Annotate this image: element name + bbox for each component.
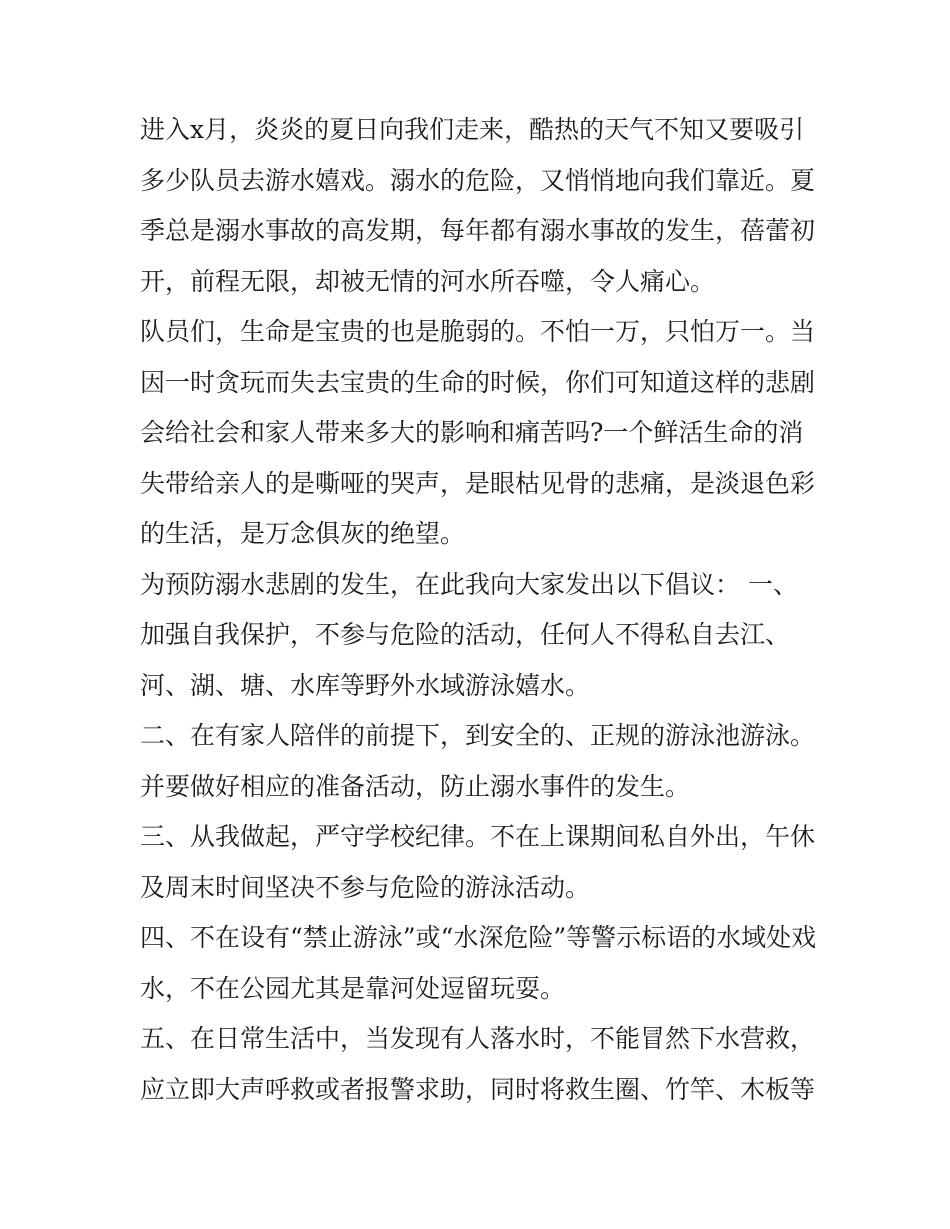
text-line: 因一时贪玩而失去宝贵的生命的时候，你们可知道这样的悲剧	[140, 367, 816, 397]
text-line: 队员们，生命是宝贵的也是脆弱的。不怕一万，只怕万一。当	[140, 317, 816, 346]
text-line: 四、不在设有“禁止游泳”或“水深危险”等警示标语的水域处戏	[140, 923, 817, 952]
text-line: 及周末时间坚决不参与危险的游泳活动。	[140, 872, 591, 902]
text-line: 季总是溺水事故的高发期，每年都有溺水事故的发生，蓓蕾初	[140, 216, 816, 245]
text-line: 为预防溺水悲剧的发生，在此我向大家发出以下倡议： 一、	[140, 569, 798, 599]
text-line: 进入x月，炎炎的夏日向我们走来，酷热的天气不知又要吸引	[140, 115, 805, 144]
text-line: 应立即大声呼救或者报警求助，同时将救生圈、竹竿、木板等	[140, 1074, 816, 1104]
text-line: 并要做好相应的准备活动，防止溺水事件的发生。	[140, 771, 691, 801]
document-body	[140, 105, 820, 1115]
text-line: 开，前程无限，却被无情的河水所吞噬，令人痛心。	[140, 266, 716, 296]
text-line: 二、在有家人陪伴的前提下，到安全的、正规的游泳池游泳。	[140, 721, 816, 750]
text-line: 加强自我保护，不参与危险的活动，任何人不得私自去江、	[140, 620, 791, 649]
text-line: 三、从我做起，严守学校纪律。不在上课期间私自外出，午休	[140, 822, 816, 851]
text-line: 的生活，是万念俱灰的绝望。	[140, 519, 466, 548]
text-line: 失带给亲人的是嘶哑的哭声，是眼枯见骨的悲痛，是淡退色彩	[140, 468, 816, 498]
text-line: 水，不在公园尤其是靠河处逗留玩耍。	[140, 973, 566, 1003]
text-line: 河、湖、塘、水库等野外水域游泳嬉水。	[140, 670, 591, 700]
text-line: 多少队员去游水嬉戏。溺水的危险，又悄悄地向我们靠近。夏	[140, 165, 816, 195]
text-line: 五、在日常生活中，当发现有人落水时，不能冒然下水营救，	[140, 1024, 816, 1053]
text-line: 会给社会和家人带来多大的影响和痛苦吗?一个鲜活生命的消	[140, 418, 804, 447]
